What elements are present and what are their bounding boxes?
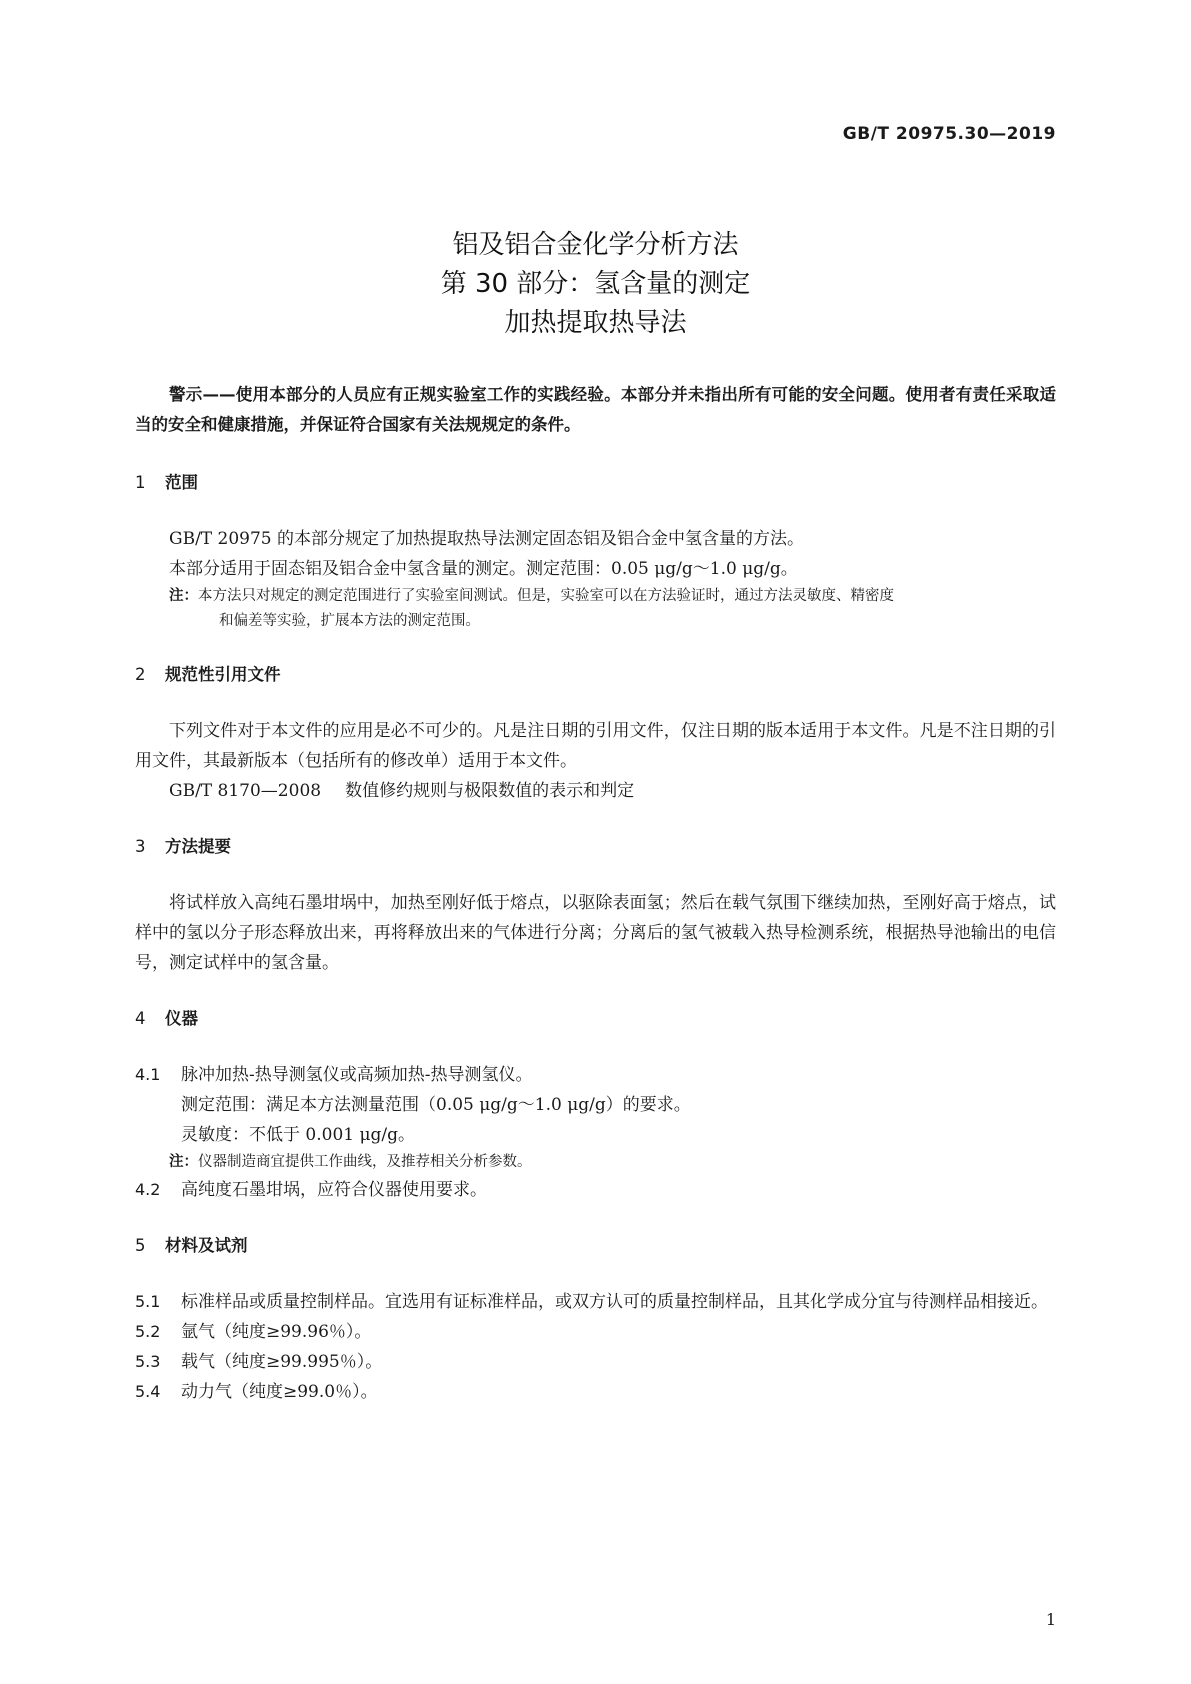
section-title: 材料及试剂 (165, 1236, 248, 1255)
apparatus-item-4-2 (135, 1175, 1056, 1205)
document-body (135, 380, 1056, 1407)
section-title: 范围 (165, 473, 198, 492)
item-text: 载气（纯度≥99.995％）。 (181, 1352, 383, 1372)
warning-paragraph: 警示——使用本部分的人员应有正规实验室工作的实践经验。本部分并未指出所有可能的安全问题。使用者有责任采取适当的安全和健康措施，并保证符合国家有关法规规定的条件。 (135, 385, 1056, 434)
apparatus-measuring-range: 测定范围：满足本方法测量范围（0.05 μg/g～1.0 μg/g）的要求。 (181, 1095, 691, 1115)
reference-entry (135, 776, 1056, 806)
section-heading-apparatus (135, 1004, 1056, 1034)
section-heading-scope (135, 468, 1056, 498)
references-paragraph: 下列文件对于本文件的应用是必不可少的。凡是注日期的引用文件，仅注日期的版本适用于本文件。凡是不注日期的引用文件，其最新版本（包括所有的修改单）适用于本文件。 (135, 721, 1056, 771)
scope-note (135, 584, 1056, 634)
materials-item-5-1 (135, 1287, 1056, 1317)
apparatus-item-4-1 (135, 1060, 1056, 1090)
section-number: 1 (135, 473, 146, 492)
scope-paragraph-2: 本部分适用于固态铝及铝合金中氢含量的测定。测定范围：0.05 μg/g～1.0 μg/g。 (169, 559, 798, 579)
title-line-3: 加热提取热导法 (504, 308, 687, 338)
item-text: 动力气（纯度≥99.0％）。 (181, 1382, 378, 1402)
section-number: 2 (135, 665, 146, 684)
item-text: 脉冲加热-热导测氢仪或高频加热-热导测氢仪。 (181, 1065, 533, 1085)
materials-item-5-2 (135, 1317, 1056, 1347)
section-heading-materials-reagents (135, 1231, 1056, 1261)
apparatus-note (135, 1150, 1056, 1175)
item-number: 5.3 (135, 1352, 161, 1371)
page-number: 1 (1045, 1610, 1056, 1629)
item-number: 5.2 (135, 1322, 161, 1341)
section-number: 3 (135, 837, 146, 856)
section-number: 5 (135, 1236, 146, 1255)
item-text: 标准样品或质量控制样品。宜选用有证标准样品，或双方认可的质量控制样品，且其化学成分宜与待测样品相接近。 (181, 1292, 1048, 1312)
materials-item-5-3 (135, 1347, 1056, 1377)
note-label: 注： (169, 588, 198, 604)
item-number: 4.1 (135, 1065, 161, 1084)
section-title: 仪器 (165, 1009, 198, 1028)
item-text: 氩气（纯度≥99.96％）。 (181, 1322, 372, 1342)
principle-paragraph: 将试样放入高纯石墨坩埚中，加热至刚好低于熔点，以驱除表面氢；然后在载气氛围下继续加热，至刚好高于熔点，试样中的氢以分子形态释放出来，再将释放出来的气体进行分离；分离后的氢气被载入热导检测系统，根据热导池输出的电信号，测定试样中的氢含量。 (135, 893, 1056, 973)
reference-code: GB/T 8170—2008 (169, 781, 322, 801)
materials-item-5-4 (135, 1377, 1056, 1407)
standard-number: GB/T 20975.30—2019 (842, 124, 1056, 144)
document-title (0, 226, 1191, 343)
section-title: 方法提要 (165, 837, 231, 856)
title-line-1: 铝及铝合金化学分析方法 (452, 230, 739, 260)
section-number: 4 (135, 1009, 146, 1028)
note-text: 本方法只对规定的测定范围进行了实验室间测试。但是，实验室可以在方法验证时，通过方法灵敏度、精密度 (198, 588, 894, 604)
section-title: 规范性引用文件 (165, 665, 281, 684)
note-label: 注： (169, 1154, 198, 1170)
item-text: 高纯度石墨坩埚，应符合仪器使用要求。 (181, 1180, 487, 1200)
item-number: 4.2 (135, 1180, 161, 1199)
item-number: 5.1 (135, 1292, 161, 1311)
note-text: 仪器制造商宜提供工作曲线，及推荐相关分析参数。 (198, 1154, 532, 1170)
item-number: 5.4 (135, 1382, 161, 1401)
scope-paragraph-1: GB/T 20975 的本部分规定了加热提取热导法测定固态铝及铝合金中氢含量的方法。 (169, 529, 805, 549)
title-line-2: 第 30 部分：氢含量的测定 (440, 269, 751, 299)
section-heading-principle (135, 832, 1056, 862)
note-text-continued: 和偏差等实验，扩展本方法的测定范围。 (219, 613, 480, 629)
section-heading-normative-references (135, 660, 1056, 690)
apparatus-sensitivity: 灵敏度：不低于 0.001 μg/g。 (181, 1125, 416, 1145)
reference-title: 数值修约规则与极限数值的表示和判定 (345, 781, 635, 801)
